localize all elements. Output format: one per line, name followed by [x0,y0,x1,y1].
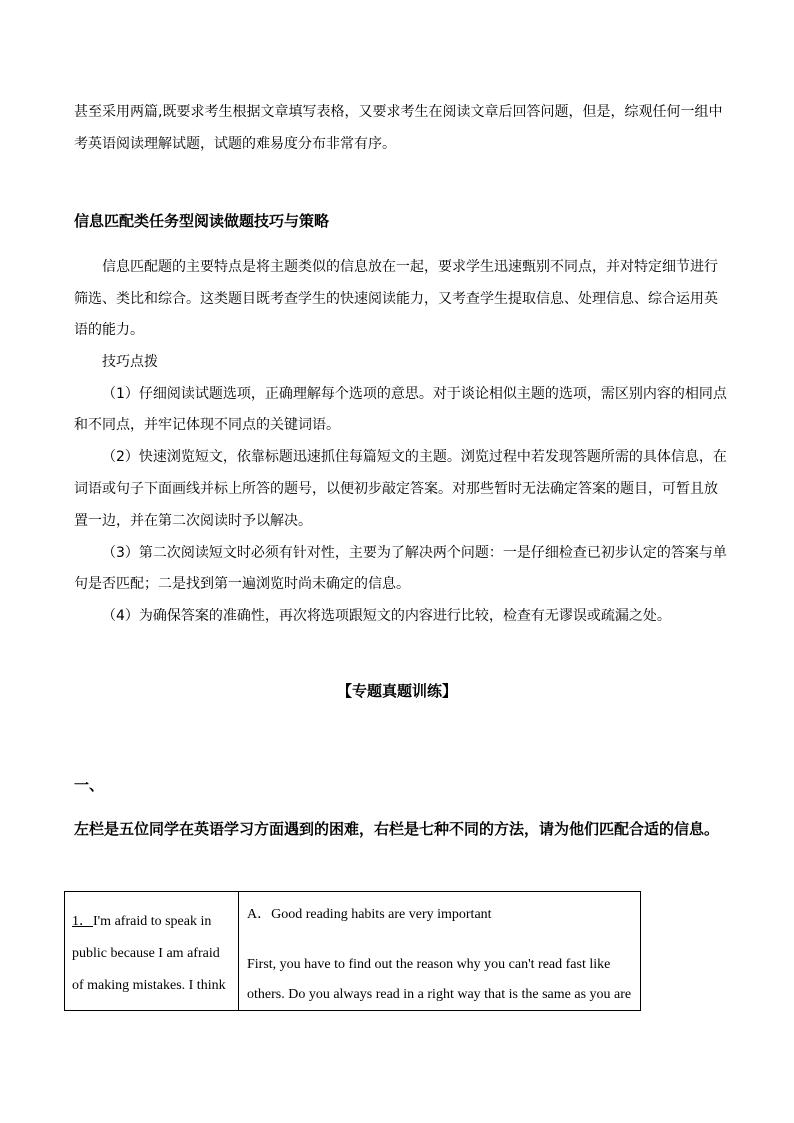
tip4-line-1: （4）为确保答案的准确性，再次将选项跟短文的内容进行比较，检查有无谬误或疏漏之处。 [102,608,671,624]
para1-line-2: 筛选、类比和综合。这类题目既考查学生的快速阅读能力，又考查学生提取信息、处理信息、综合运用英 [74,291,718,307]
section-title: 信息匹配类任务型阅读做题技巧与策略 [74,212,330,230]
tip1-line-2: 和不同点，并牢记体现不同点的关键词语。 [74,417,340,433]
instruction: 左栏是五位同学在英语学习方面遇到的困难，右栏是七种不同的方法，请为他们匹配合适的信息。 [74,820,720,838]
training-title: 【专题真题训练】 [336,682,457,700]
left-line-3: of making mistakes. I think [72,978,226,993]
tip1-line-1: （1）仔细阅读试题选项，正确理解每个选项的意思。对于谈论相似主题的选项，需区别内容的相同点 [102,386,727,402]
tip3-line-2: 句是否匹配；二是找到第一遍浏览时尚未确定的信息。 [74,576,410,592]
intro-line-1: 甚至采用两篇,既要求考生根据文章填写表格，又要求考生在阅读文章后回答问题，但是，综观任何一组中 [74,104,723,120]
left-line-1 [72,906,230,938]
tip2-line-3: 置一边，并在第二次阅读时予以解决。 [74,513,312,529]
right-line-2: others. Do you always read in a right way that is the same as you are [247,987,632,1002]
tip3-line-1: （3）第二次阅读短文时必须有针对性，主要为了解决两个问题：一是仔细检查已初步认定的答案与单 [102,545,727,561]
left-line-2: public because I am afraid [72,946,220,961]
right-line-1: First, you have to find out the reason why you can't read fast like [247,957,611,972]
tip2-line-2: 词语或句子下面画线并标上所答的题号，以便初步敲定答案。对那些暂时无法确定答案的题目，可暂且放 [74,481,718,497]
tip2-line-1: （2）快速浏览短文，依靠标题迅速抓住每篇短文的主题。浏览过程中若发现答题所需的具体信息，在 [102,449,727,465]
right-cell [239,892,641,1011]
option-heading: A．Good reading habits are very important [247,907,492,922]
intro-line-2: 考英语阅读理解试题，试题的难易度分布非常有序。 [74,136,396,152]
para1-line-3: 语的能力。 [74,322,144,338]
left-cell [65,892,239,1011]
spacer [247,926,634,950]
left-text-1: I'm afraid to speak in [93,914,212,929]
para1-line-1: 信息匹配题的主要特点是将主题类似的信息放在一起，要求学生迅速甄别不同点，并对特定细节进行 [102,259,718,275]
matching-table [64,891,641,1011]
question-number: 1． [72,914,93,929]
tips-heading: 技巧点拨 [102,354,158,370]
part-number: 一、 [74,776,105,794]
table-row [65,892,641,1011]
